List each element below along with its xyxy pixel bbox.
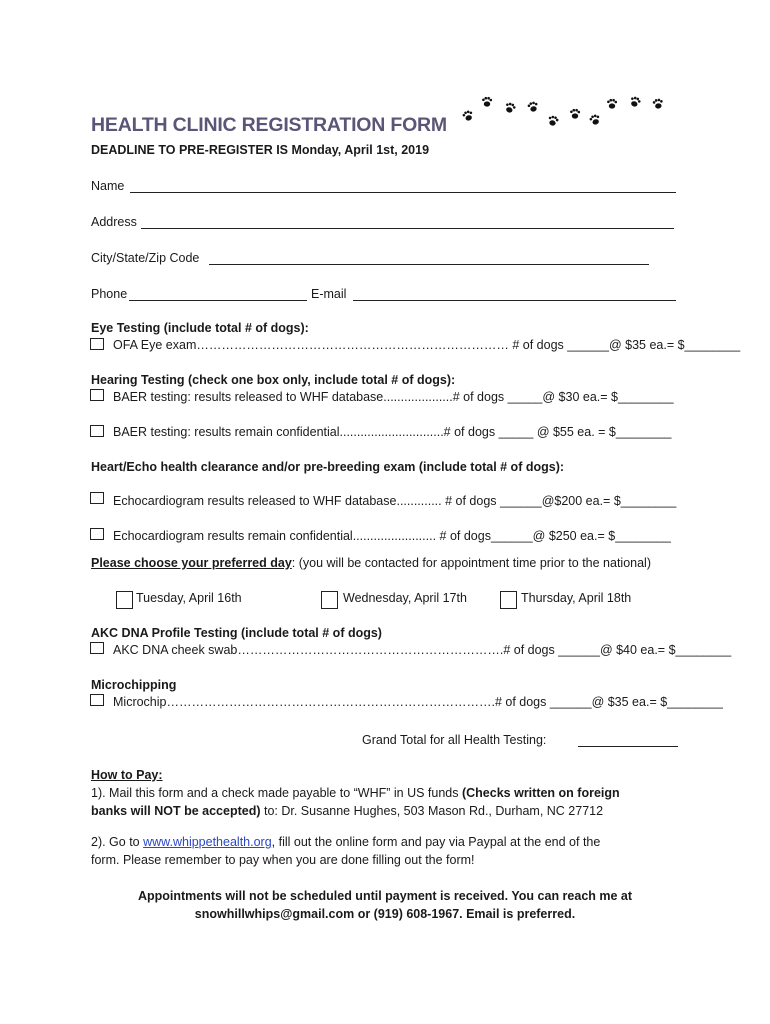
echo-confidential-checkbox[interactable]: [90, 528, 104, 540]
city-state-zip-field[interactable]: [209, 264, 649, 265]
footer-line-1: Appointments will not be scheduled until payment is received. You can reach me at: [137, 889, 633, 903]
preferred-day-prompt: [91, 556, 651, 570]
pay-step-1-line-2: [91, 804, 603, 818]
name-field[interactable]: [130, 192, 676, 193]
paw-print-icon: [629, 96, 642, 109]
pay-step-1-text: 1). Mail this form and a check made payable to “WHF” in US funds: [91, 786, 462, 800]
eye-testing-heading: Eye Testing (include total # of dogs):: [91, 321, 309, 335]
grand-total-label: Grand Total for all Health Testing:: [362, 733, 547, 747]
footer-line-2: snowhillwhips@gmail.com or (919) 608-1967. Email is preferred.: [194, 907, 576, 921]
dna-testing-heading: AKC DNA Profile Testing (include total # of dogs): [91, 626, 382, 640]
eye-exam-item: OFA Eye exam………………………………………………………………… # of dogs ______@ $35 ea.= $________: [113, 338, 741, 352]
email-label: E-mail: [311, 287, 347, 301]
preferred-day-label: Please choose your preferred day: [91, 556, 292, 570]
eye-exam-checkbox[interactable]: [90, 338, 104, 350]
how-to-pay-heading: How to Pay:: [91, 768, 163, 782]
paw-print-icon: [527, 101, 539, 113]
grand-total-field[interactable]: [578, 746, 678, 747]
email-field[interactable]: [353, 300, 676, 301]
pay-step-1-line-1: [91, 786, 620, 800]
paw-prints-decoration: [460, 94, 675, 134]
form-title: HEALTH CLINIC REGISTRATION FORM: [91, 114, 447, 136]
address-label: Address: [91, 215, 137, 229]
whippethealth-link[interactable]: www.whippethealth.org: [143, 835, 272, 849]
pay-step-1-warning: (Checks written on foreign: [461, 786, 620, 800]
address-field[interactable]: [141, 228, 674, 229]
paw-print-icon: [570, 109, 580, 119]
city-label: City/State/Zip Code: [91, 251, 200, 265]
dna-swab-item: AKC DNA cheek swab……………………………………………………….# of dogs ______@ $40 ea.= $________: [113, 643, 732, 657]
paw-print-icon: [504, 102, 517, 115]
paw-print-icon: [589, 113, 602, 126]
paw-print-icon: [462, 109, 475, 122]
baer-confidential-item: BAER testing: results remain confidential..............................# of dogs _____ @ $55 ea. = $________: [113, 425, 672, 439]
paw-print-icon: [607, 99, 617, 109]
tuesday-label: Tuesday, April 16th: [136, 591, 242, 605]
paw-print-icon: [652, 98, 664, 109]
pay-step-1-address: to: Dr. Susanne Hughes, 503 Mason Rd., Durham, NC 27712: [260, 804, 604, 818]
wednesday-checkbox[interactable]: [321, 591, 338, 609]
baer-released-item: BAER testing: results released to WHF database....................# of dogs _____@ $30 ea.= $________: [113, 390, 674, 404]
pay-step-2-text-cont: , fill out the online form and pay via Paypal at the end of the: [271, 835, 601, 849]
dna-swab-checkbox[interactable]: [90, 642, 104, 654]
deadline-notice: DEADLINE TO PRE-REGISTER IS Monday, April 1st, 2019: [91, 143, 430, 157]
paw-print-icon: [547, 115, 559, 127]
thursday-checkbox[interactable]: [500, 591, 517, 609]
baer-released-checkbox[interactable]: [90, 389, 104, 401]
paw-print-icon: [482, 97, 492, 107]
pay-step-2-line-1: [91, 835, 600, 849]
pay-step-2-text: 2). Go to: [91, 835, 144, 849]
heart-echo-heading: Heart/Echo health clearance and/or pre-breeding exam (include total # of dogs):: [91, 460, 565, 474]
phone-label: Phone: [91, 287, 128, 301]
microchip-item: Microchip…………………………………………………………………….# of dogs ______@ $35 ea.= $________: [113, 695, 723, 709]
pay-step-1-warning-cont: banks will NOT be accepted): [91, 804, 261, 818]
microchip-checkbox[interactable]: [90, 694, 104, 706]
pay-step-2-line-2: form. Please remember to pay when you are done filling out the form!: [91, 853, 475, 867]
wednesday-label: Wednesday, April 17th: [343, 591, 467, 605]
preferred-day-note: : (you will be contacted for appointment time prior to the national): [291, 556, 651, 570]
name-label: Name: [91, 179, 125, 193]
tuesday-checkbox[interactable]: [116, 591, 133, 609]
microchipping-heading: Microchipping: [91, 678, 177, 692]
baer-confidential-checkbox[interactable]: [90, 425, 104, 437]
echo-released-checkbox[interactable]: [90, 492, 104, 504]
thursday-label: Thursday, April 18th: [521, 591, 632, 605]
hearing-testing-heading: Hearing Testing (check one box only, include total # of dogs):: [91, 373, 456, 387]
echo-released-item: Echocardiogram results released to WHF database............. # of dogs ______@$200 ea.= $________: [113, 494, 677, 508]
phone-field[interactable]: [129, 300, 307, 301]
echo-confidential-item: Echocardiogram results remain confidential........................ # of dogs______@ $250 ea.= $________: [113, 529, 671, 543]
